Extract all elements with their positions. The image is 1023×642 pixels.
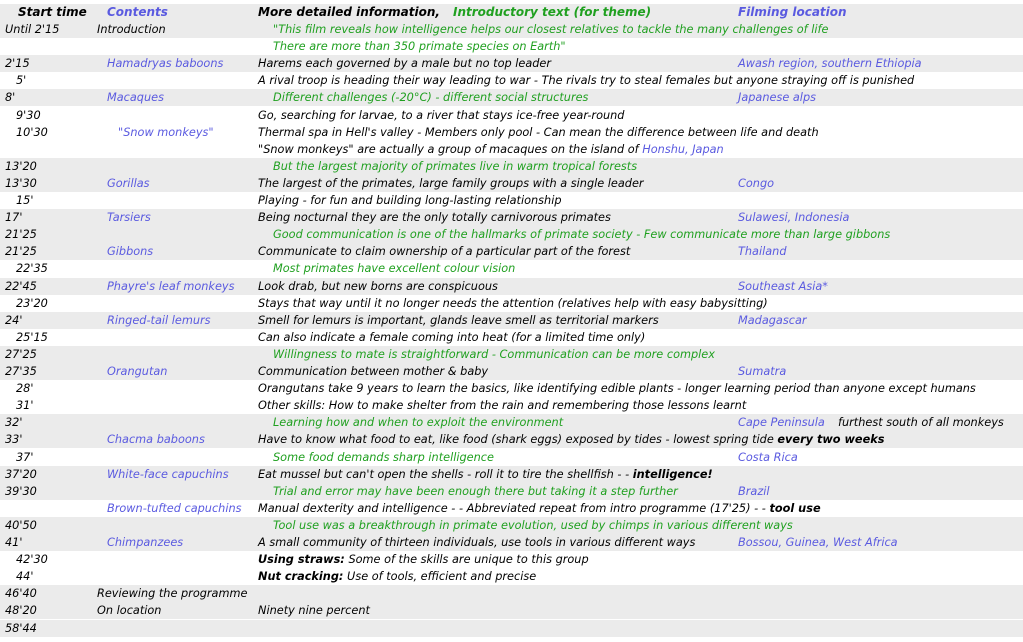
header-start-time: Start time [18,5,87,19]
table-row [0,329,1023,346]
detail-text: Some of the skills are unique to this group [348,553,589,567]
filming-location-cell: Brazil [738,484,770,498]
start-time-cell: 37'20 [5,467,37,481]
detail-text: Good communication is one of the hallmarks of primate society - Few communicate more than large gibbons [273,228,891,242]
detail-text: Thermal spa in Hell's valley - Members only pool - Can mean the difference between life and death [258,125,819,139]
contents-cell: Brown-tufted capuchins [107,501,242,515]
detail-text-cell [258,500,821,517]
detail-text: Communication between mother & baby [258,365,489,378]
table-row [0,158,1023,175]
start-time-cell: 10'30 [16,125,48,139]
filming-location-cell: Congo [738,176,775,190]
detail-text: Manual dexterity and intelligence - - Abbreviated repeat from intro programme (17'25) - - [258,501,766,515]
detail-text: Being nocturnal they are the only totally carnivorous primates [258,211,611,225]
contents-cell: "Snow monkeys" [118,125,214,139]
table-row [0,107,1023,124]
contents-cell: Tarsiers [107,211,151,225]
detail-text: Some food demands sharp intelligence [273,450,494,464]
table-row [0,346,1023,363]
contents-cell: Hamadryas baboons [107,57,224,71]
detail-text-cell [258,209,611,226]
detail-text-cell [258,602,370,619]
detail-emphasis: tool use [769,501,821,515]
intro-text-cell [273,38,566,55]
detail-text-cell [258,568,536,585]
detail-text: A rival troop is heading their way leading to war - The rivals try to steal females but anyone straying off is punished [258,74,915,88]
inline-location: Honshu, Japan [642,142,724,156]
detail-text: Most primates have excellent colour vision [273,262,516,276]
intro-text-cell [273,226,890,243]
start-time-cell: 58'44 [5,621,37,635]
filming-location-cell: Cape Peninsula [738,416,825,430]
filming-location-cell: Thailand [738,245,787,259]
detail-text-cell [258,72,914,89]
header-row [0,4,1023,21]
detail-text-cell [258,397,746,414]
contents-cell: Phayre's leaf monkeys [107,279,235,293]
contents-cell: Chacma baboons [107,433,205,447]
start-time-cell: 37' [16,450,34,464]
table-row [0,38,1023,55]
table-row [0,483,1023,500]
detail-text-cell [258,466,713,483]
table-row [0,312,1023,329]
table-row [0,363,1023,380]
table-row [0,414,1023,431]
contents-cell: Introduction [97,23,166,36]
detail-text: Orangutans take 9 years to learn the basics, like identifying edible plants - longer learning period than anyone except humans [258,382,976,396]
detail-text: Look drab, but new borns are conspicuous [258,279,498,293]
contents-cell: Chimpanzees [107,536,184,549]
location-note: furthest south of all monkeys [838,416,1004,430]
detail-text-cell [258,278,498,295]
contents-cell: Macaques [107,91,164,105]
table-row [0,534,1023,551]
start-time-cell: 27'35 [5,365,37,378]
table-row [0,380,1023,397]
detail-text: Willingness to mate is straightforward - Communication can be more complex [273,347,715,361]
detail-text-cell [258,55,551,72]
detail-text-cell [258,243,630,260]
detail-text: "This film reveals how intelligence helps our closest relatives to tackle the many challenges of life [273,23,829,36]
detail-text-cell [258,295,768,312]
detail-bold-label: Using straws: [258,553,345,567]
detail-text: Have to know what food to eat, like food (shark eggs) exposed by tides - lowest spring tide [258,433,774,447]
table-row [0,124,1023,141]
header-more-info: More detailed information, [258,5,440,19]
start-time-cell: 13'30 [5,176,37,190]
table-row [0,585,1023,602]
detail-text: Eat mussel but can't open the shells - roll it to tire the shellfish - - [258,467,630,481]
detail-text: The largest of the primates, large family groups with a single leader [258,176,644,190]
table-row [0,226,1023,243]
detail-text: Use of tools, efficient and precise [347,570,537,584]
start-time-cell: 40'50 [5,518,37,532]
detail-text: Communicate to claim ownership of a particular part of the forest [258,245,631,259]
start-time-cell: 17' [5,211,23,225]
detail-text-cell [258,431,884,448]
intro-text-cell [273,449,494,466]
start-time-cell: 33' [5,433,23,447]
start-time-cell: 46'40 [5,587,37,601]
table-row [0,72,1023,89]
contents-cell: Ringed-tail lemurs [107,313,211,327]
start-time-cell: 9'30 [16,108,41,122]
table-row [0,295,1023,312]
header-intro-text: Introductory text (for theme) [453,5,652,19]
start-time-cell: Until 2'15 [5,23,60,36]
detail-text-cell [258,551,589,568]
start-time-cell: 22'35 [16,262,48,276]
start-time-cell: 32' [5,416,23,430]
filming-location-cell: Sumatra [738,365,787,378]
table-row [0,278,1023,295]
table-row [0,141,1023,158]
table-row [0,260,1023,277]
contents-cell: On location [97,604,162,618]
detail-text: Harems each governed by a male but no top leader [258,57,552,71]
start-time-cell: 39'30 [5,484,37,498]
table-row [0,500,1023,517]
detail-text-cell [258,329,645,346]
detail-text-cell [258,192,562,209]
table-row [0,89,1023,106]
contents-cell: White-face capuchins [107,467,229,481]
start-time-cell: 25'15 [16,330,48,344]
detail-text: Ninety nine percent [258,604,370,618]
table-row [0,620,1023,637]
detail-text-cell [258,534,695,551]
intro-text-cell [273,89,588,106]
table-row [0,175,1023,192]
detail-text: Stays that way until it no longer needs the attention (relatives help with easy babysitting) [258,296,768,310]
intro-text-cell [273,346,715,363]
table-row [0,431,1023,448]
detail-text-cell [258,312,659,329]
detail-text: Other skills: How to make shelter from the rain and remembering those lessons learnt [258,399,747,413]
table-row [0,209,1023,226]
start-time-cell: 42'30 [16,553,48,567]
start-time-cell: 13'20 [5,159,37,173]
intro-text-cell [273,21,828,38]
detail-text: Go, searching for larvae, to a river that stays ice-free year-round [258,108,625,122]
table-row [0,602,1023,619]
detail-text: A small community of thirteen individuals, use tools in various different ways [258,536,696,549]
table-row [0,397,1023,414]
start-time-cell: 2'15 [5,57,30,71]
detail-emphasis: every two weeks [777,433,885,447]
detail-text: Tool use was a breakthrough in primate evolution, used by chimps in various different ways [273,518,793,532]
table-row [0,192,1023,209]
detail-text: Trial and error may have been enough there but taking it a step further [273,484,678,498]
start-time-cell: 15' [16,194,34,207]
intro-text-cell [273,158,637,175]
contents-cell: Gorillas [107,176,150,190]
detail-text: Can also indicate a female coming into heat (for a limited time only) [258,330,646,344]
table-row [0,55,1023,72]
table-row [0,568,1023,585]
start-time-cell: 41' [5,536,23,549]
start-time-cell: 5' [16,74,27,88]
table-row [0,551,1023,568]
detail-text-cell [258,363,488,380]
intro-text-cell [273,483,678,500]
start-time-cell: 31' [16,399,34,413]
detail-text-cell [258,380,976,397]
detail-text: "Snow monkeys" are actually a group of macaques on the island of [258,142,639,156]
detail-text-cell [258,141,724,158]
start-time-cell: 22'45 [5,279,37,293]
detail-text: But the largest majority of primates live in warm tropical forests [273,159,638,173]
detail-text: Learning how and when to exploit the environment [273,416,564,430]
table-row [0,243,1023,260]
header-filming-location: Filming location [738,5,847,19]
filming-location-cell: Southeast Asia* [738,279,828,293]
filming-location-cell: Costa Rica [738,450,798,464]
start-time-cell: 8' [5,91,16,105]
detail-text-cell [258,175,644,192]
filming-location-cell: Sulawesi, Indonesia [738,211,850,225]
detail-text: There are more than 350 primate species on Earth" [273,40,566,54]
filming-location-cell: Japanese alps [738,91,817,105]
start-time-cell: 21'25 [5,245,37,259]
detail-text-cell [258,124,819,141]
table-row [0,517,1023,534]
detail-text-cell [258,107,624,124]
detail-emphasis: intelligence! [632,467,713,481]
table-row [0,466,1023,483]
table-row [0,21,1023,38]
table-row [0,449,1023,466]
filming-location-cell: Bossou, Guinea, West Africa [738,536,898,549]
start-time-cell: 44' [16,570,34,584]
start-time-cell: 28' [16,382,34,396]
start-time-cell: 24' [5,313,23,327]
start-time-cell: 48'20 [5,604,37,618]
intro-text-cell [273,414,563,431]
contents-cell: Reviewing the programme [97,587,248,601]
detail-text: Playing - for fun and building long-lasting relationship [258,194,562,207]
start-time-cell: 27'25 [5,347,37,361]
filming-location-cell: Madagascar [738,313,807,327]
detail-text: Smell for lemurs is important, glands leave smell as territorial markers [258,313,659,327]
contents-cell: Gibbons [107,245,154,259]
filming-location-cell: Awash region, southern Ethiopia [738,57,922,71]
intro-text-cell [273,517,793,534]
contents-cell: Orangutan [107,365,168,378]
start-time-cell: 21'25 [5,228,37,242]
detail-bold-label: Nut cracking: [258,570,344,584]
detail-text: Different challenges (-20°C) - different social structures [273,91,589,105]
intro-text-cell [273,260,515,277]
header-contents: Contents [107,5,168,19]
start-time-cell: 23'20 [16,296,48,310]
